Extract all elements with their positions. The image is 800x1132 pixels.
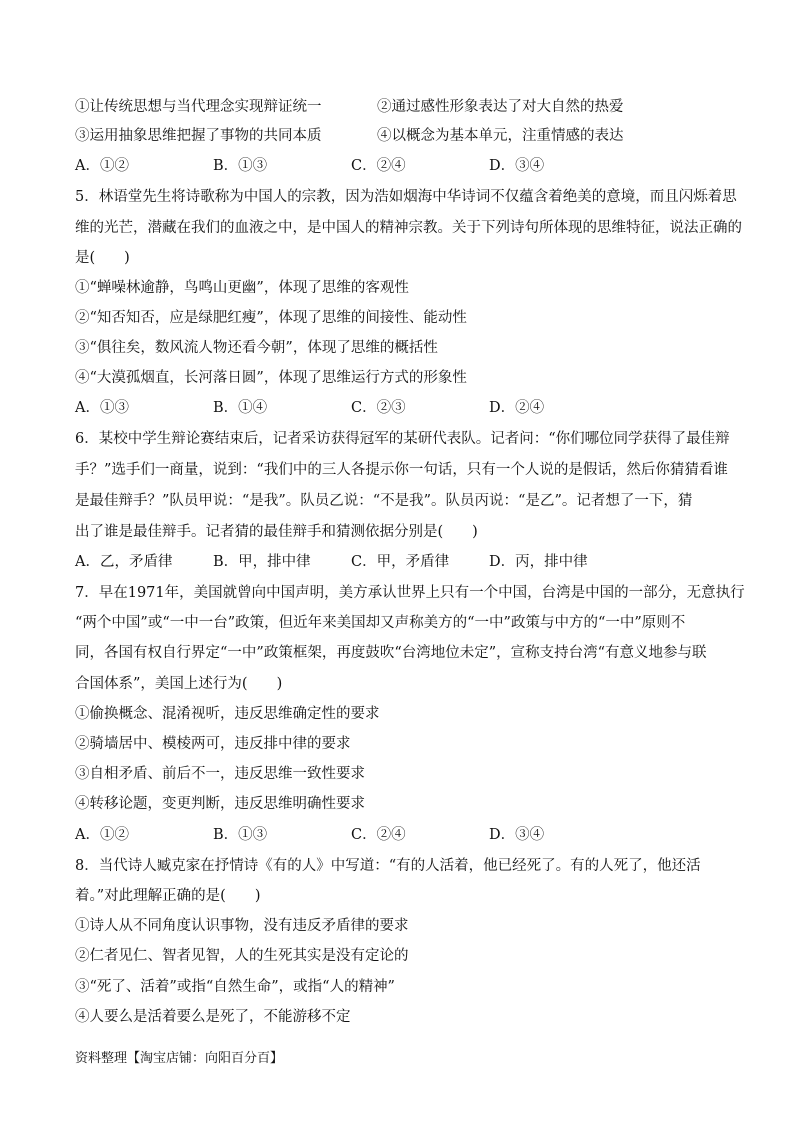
q7-statement-1: ①偷换概念、混淆视听，违反思维确定性的要求 (75, 706, 380, 722)
q6-stem-line-2: 手？”选手们一商量，说到：“我们中的三人各提示你一句话，只有一个人说的是假话，然后你猜猜看谁 (75, 462, 728, 478)
q4-statement-1: ①让传统思想与当代理念实现辩证统一 (75, 99, 322, 115)
q6-options (75, 552, 725, 572)
q5-option-d: D．②④ (489, 400, 545, 416)
q7-stem-line-1: 7．早在1971年，美国就曾向中国声明，美方承认世界上只有一个中国，台湾是中国的一部分，无意执行 (75, 585, 745, 601)
q6-option-b: B．甲，排中律 (213, 554, 311, 570)
q8-stem-line-1: 8．当代诗人臧克家在抒情诗《有的人》中写道：“有的人活着，他已经死了。有的人死了，他还活 (75, 858, 701, 874)
q5-option-a: A．①③ (75, 400, 129, 416)
q5-options (75, 398, 725, 418)
q7-statement-3: ③自相矛盾、前后不一，违反思维一致性要求 (75, 766, 365, 782)
q6-stem-line-4: 出了谁是最佳辩手。记者猜的最佳辩手和猜测依据分别是( ) (75, 524, 478, 540)
q7-statement-4: ④转移论题，变更判断，违反思维明确性要求 (75, 796, 365, 812)
page-footer: 资料整理【淘宝店铺：向阳百分百】 (75, 1051, 284, 1066)
q7-stem-line-4: 合国体系”，美国上述行为( ) (75, 676, 283, 692)
q4-option-d: D．③④ (489, 158, 545, 174)
q5-stem-line-3: 是( ) (75, 250, 130, 266)
q6-stem-line-1: 6．某校中学生辩论赛结束后，记者采访获得冠军的某研代表队。记者问：“你们哪位同学获得了最佳辩 (75, 431, 730, 447)
q7-option-b: B．①③ (213, 827, 268, 843)
q7-option-d: D．③④ (489, 827, 545, 843)
q5-statement-1: ①“蝉噪林逾静，鸟鸣山更幽”，体现了思维的客观性 (75, 280, 409, 296)
q7-statement-2: ②骑墙居中、模棱两可，违反排中律的要求 (75, 736, 351, 752)
q4-option-c: C．②④ (351, 158, 406, 174)
q4-statement-2: ②通过感性形象表达了对大自然的热爱 (377, 99, 624, 115)
q4-statement-3: ③运用抽象思维把握了事物的共同本质 (75, 128, 322, 144)
q6-stem-line-3: 是最佳辩手？”队员甲说：“是我”。队员乙说：“不是我”。队员丙说：“是乙”。记者想了一下，猜 (75, 493, 693, 509)
q8-statement-1: ①诗人从不同角度认识事物，没有违反矛盾律的要求 (75, 918, 409, 934)
q7-option-a: A．①② (75, 827, 129, 843)
q5-statement-3: ③“俱往矣，数风流人物还看今朝”，体现了思维的概括性 (75, 340, 438, 356)
q8-stem-line-2: 着。”对此理解正确的是( ) (75, 888, 261, 904)
q5-option-c: C．②③ (351, 400, 406, 416)
q4-option-a: A．①② (75, 158, 129, 174)
q4-statements-row-2 (75, 126, 725, 146)
q5-statement-2: ②“知否知否，应是绿肥红瘦”，体现了思维的间接性、能动性 (75, 310, 467, 326)
q8-statement-2: ②仁者见仁、智者见智，人的生死其实是没有定论的 (75, 948, 409, 964)
q6-option-d: D．丙，排中律 (489, 554, 588, 570)
q5-option-b: B．①④ (213, 400, 268, 416)
q7-options (75, 825, 725, 845)
q4-options (75, 156, 725, 176)
q7-option-c: C．②④ (351, 827, 406, 843)
q4-statement-4: ④以概念为基本单元，注重情感的表达 (377, 128, 624, 144)
q6-option-c: C．甲，矛盾律 (351, 554, 450, 570)
q5-statement-4: ④“大漠孤烟直，长河落日圆”，体现了思维运行方式的形象性 (75, 370, 467, 386)
q5-stem-line-1: 5．林语堂先生将诗歌称为中国人的宗教，因为浩如烟海中华诗词不仅蕴含着绝美的意境，而且闪烁着思 (75, 189, 737, 205)
q6-option-a: A．乙，矛盾律 (75, 554, 173, 570)
q5-stem-line-2: 维的光芒，潜藏在我们的血液之中，是中国人的精神宗教。关于下列诗句所体现的思维特征，说法正确的 (75, 220, 742, 236)
q4-option-b: B．①③ (213, 158, 268, 174)
q7-stem-line-3: 同，各国有权自行界定“一中”政策框架，再度鼓吹“台湾地位未定”，宣称支持台湾“有意义地参与联 (75, 645, 707, 661)
q7-stem-line-2: “两个中国”或“一中一台”政策，但近年来美国却又声称美方的“一中”政策与中方的“一中”原则不 (75, 615, 686, 631)
q8-statement-4: ④人要么是活着要么是死了，不能游移不定 (75, 1009, 351, 1025)
q8-statement-3: ③“死了、活着”或指“自然生命”，或指“人的精神” (75, 979, 395, 995)
q4-statements-row-1 (75, 97, 725, 117)
